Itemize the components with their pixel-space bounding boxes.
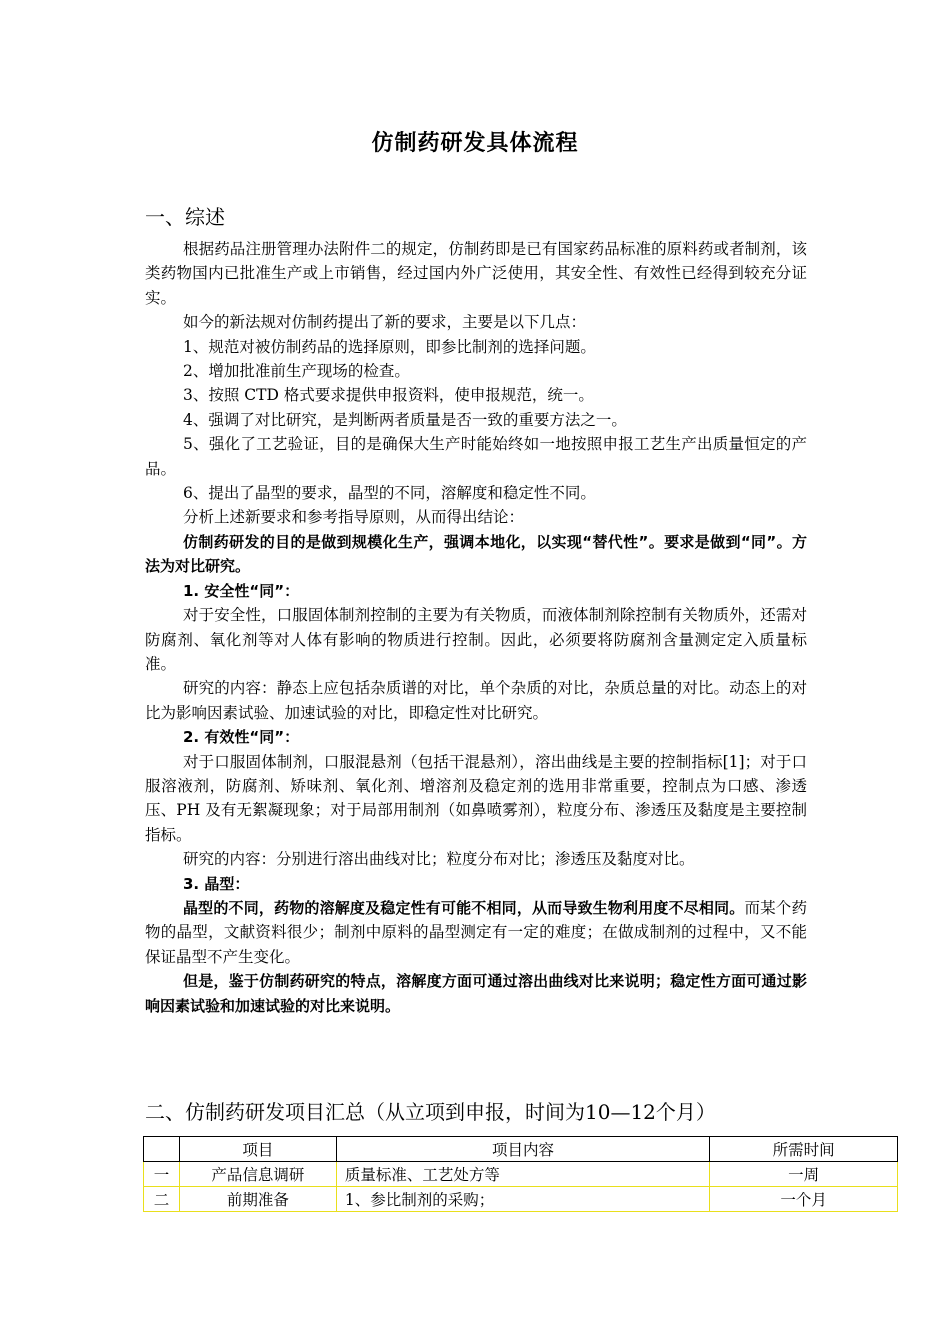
list-item: 2、增加批准前生产现场的检查。 xyxy=(183,362,410,381)
paragraph: 如今的新法规对仿制药提出了新的要求，主要是以下几点： xyxy=(183,313,587,332)
paragraph: 对于口服固体制剂，口服混悬剂（包括干混悬剂），溶出曲线是主要的控制指标[1]；对于口服溶液剂，防腐剂、矫味剂、氧化剂、增溶剂及稳定剂的选用非常重要，控制点为口感、渗透压、PH 及有无絮凝现象；对于局部用制剂（如鼻喷雾剂），粒度分布、渗透压及黏度是主要控制指标。 xyxy=(145,752,807,844)
table-cell: 一 xyxy=(144,1162,180,1187)
list-item: 6、提出了晶型的要求，晶型的不同，溶解度和稳定性不同。 xyxy=(183,484,596,503)
normal-text: 而某个药物的晶型，文献资料很少；制剂中原料的晶型测定有一定的难度；在做成制剂的过程中，又不能保证晶型不产生变化。 xyxy=(145,898,807,966)
list-item: 3、按照 CTD 格式要求提供申报资料，使申报规范，统一。 xyxy=(183,386,594,405)
table-header-row xyxy=(144,1137,898,1162)
overview-body xyxy=(145,237,807,1018)
table-header xyxy=(144,1137,180,1162)
table-header: 项目内容 xyxy=(336,1137,709,1162)
list-item: 1、规范对被仿制药品的选择原则，即参比制剂的选择问题。 xyxy=(183,337,596,356)
subheading-crystal-form: 3. 晶型： xyxy=(183,874,250,893)
conclusion-paragraph: 仿制药研发的目的是做到规模化生产，强调本地化，以实现“替代性”。要求是做到“同”。方法为对比研究。 xyxy=(145,532,807,576)
subheading-efficacy: 2. 有效性“同”： xyxy=(183,728,300,747)
page-title: 仿制药研发具体流程 xyxy=(371,131,579,156)
section-heading-summary: 二、仿制药研发项目汇总（从立项到申报，时间为10—12个月） xyxy=(145,1100,716,1124)
paragraph: 分析上述新要求和参考指导原则，从而得出结论： xyxy=(183,508,525,527)
table-header: 所需时间 xyxy=(710,1137,898,1162)
paragraph: 研究的内容：静态上应包括杂质谱的对比，单个杂质的对比，杂质总量的对比。动态上的对比为影响因素试验、加速试验的对比，即稳定性对比研究。 xyxy=(145,679,807,722)
table-cell: 前期准备 xyxy=(179,1187,336,1212)
list-item: 5、强化了工艺验证，目的是确保大生产时能始终如一地按照申报工艺生产出质量恒定的产品。 xyxy=(145,435,807,478)
table-cell: 产品信息调研 xyxy=(179,1162,336,1187)
table-cell: 一个月 xyxy=(710,1187,898,1212)
project-summary-table xyxy=(143,1136,898,1212)
list-item: 4、强调了对比研究，是判断两者质量是否一致的重要方法之一。 xyxy=(183,410,627,429)
bold-text: 晶型的不同，药物的溶解度及稳定性有可能不相同，从而导致生物利用度不尽相同。 xyxy=(183,898,745,917)
table-cell: 1、参比制剂的采购； xyxy=(336,1187,709,1212)
table-cell: 二 xyxy=(144,1187,180,1212)
subheading-safety: 1. 安全性“同”： xyxy=(183,581,300,600)
paragraph: 根据药品注册管理办法附件二的规定，仿制药即是已有国家药品标准的原料药或者制剂，该类药物国内已批准生产或上市销售，经过国内外广泛使用，其安全性、有效性已经得到较充分证实。 xyxy=(145,240,807,307)
paragraph xyxy=(145,896,807,969)
table-row xyxy=(144,1162,898,1187)
section-heading-overview: 一、综述 xyxy=(145,205,225,229)
table-header: 项目 xyxy=(179,1137,336,1162)
paragraph: 但是，鉴于仿制药研究的特点，溶解度方面可通过溶出曲线对比来说明；稳定性方面可通过影响因素试验和加速试验的对比来说明。 xyxy=(145,972,807,1015)
table-cell: 一周 xyxy=(710,1162,898,1187)
table-cell: 质量标准、工艺处方等 xyxy=(336,1162,709,1187)
table-row xyxy=(144,1187,898,1212)
paragraph: 对于安全性，口服固体制剂控制的主要为有关物质，而液体制剂除控制有关物质外，还需对防腐剂、氧化剂等对人体有影响的物质进行控制。因此，必须要将防腐剂含量测定定入质量标准。 xyxy=(145,606,807,673)
paragraph: 研究的内容：分别进行溶出曲线对比；粒度分布对比；渗透压及黏度对比。 xyxy=(183,850,695,869)
